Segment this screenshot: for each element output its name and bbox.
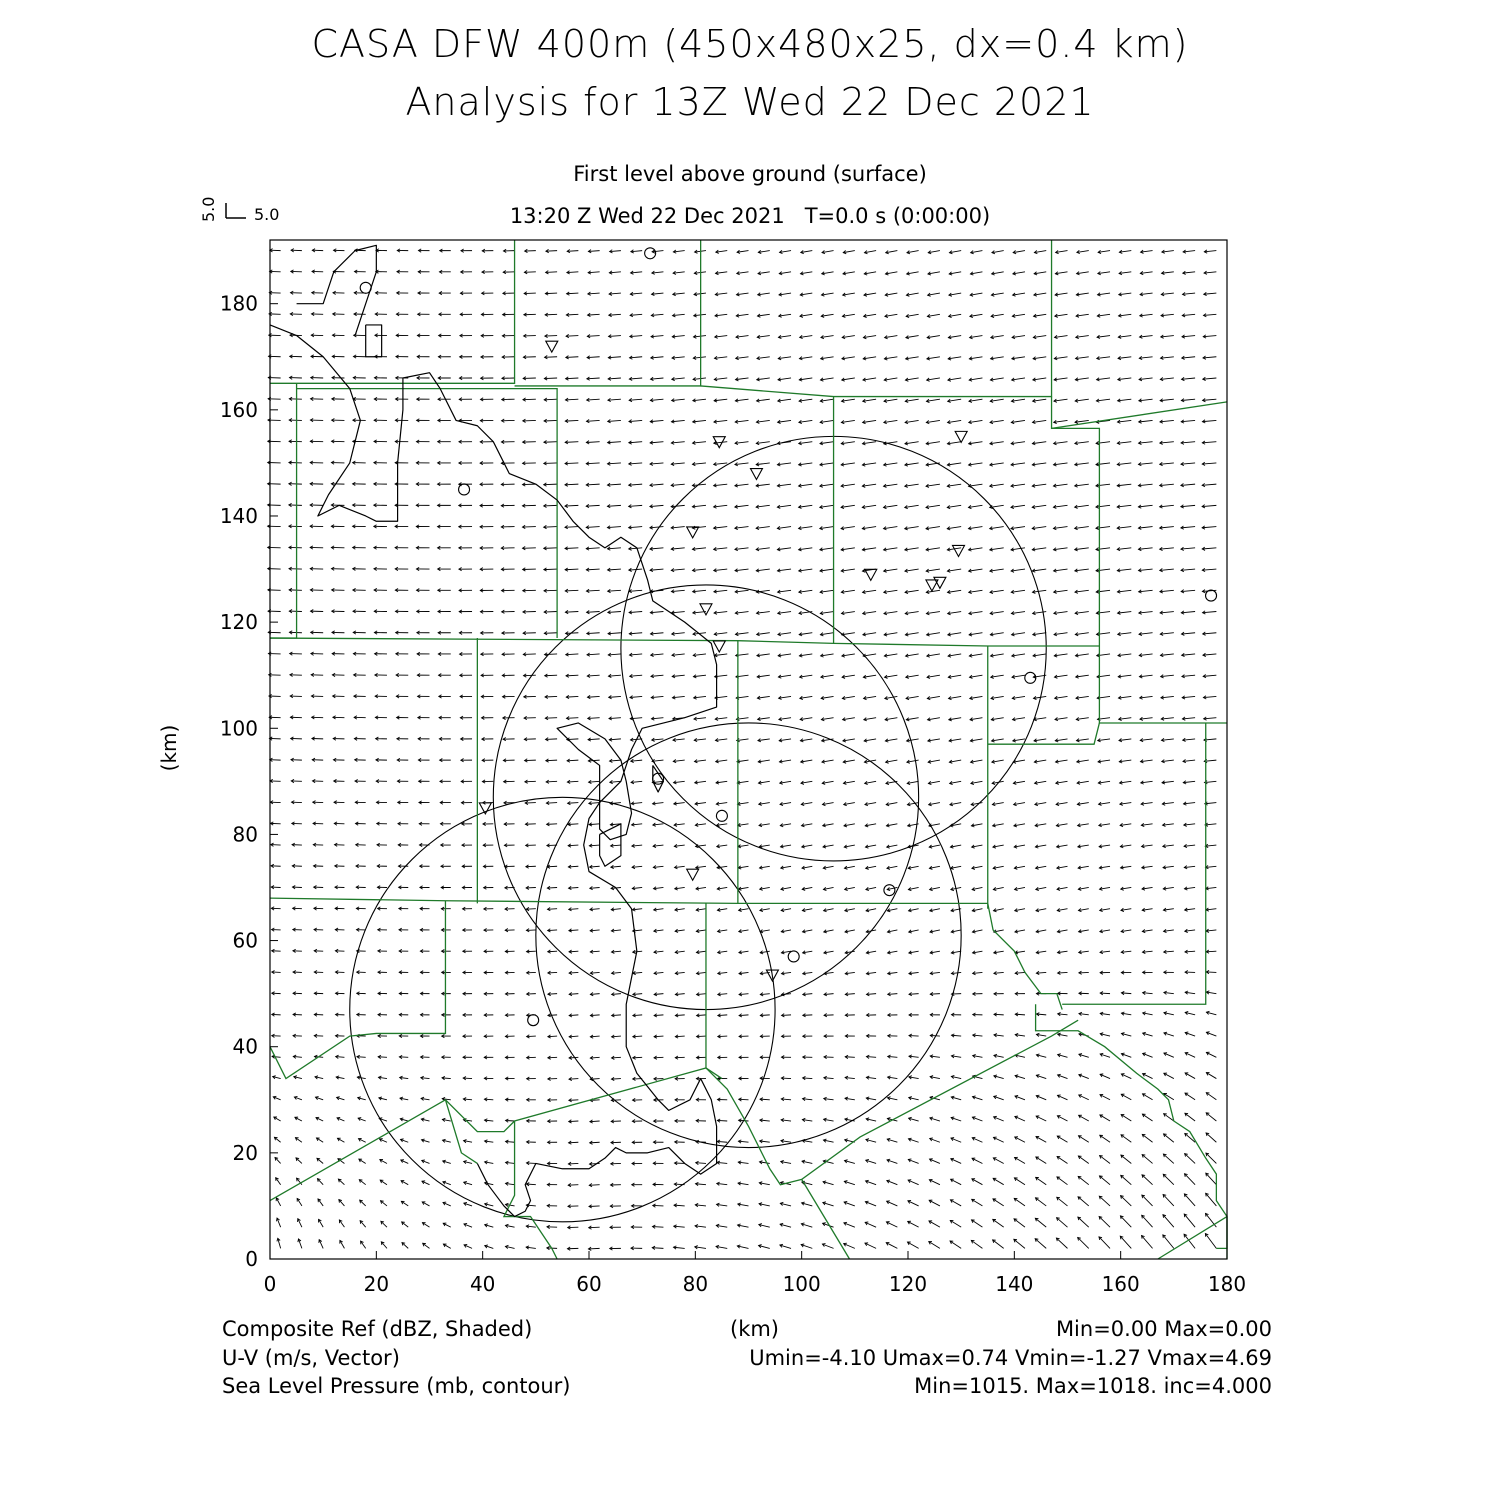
pressure-contour xyxy=(366,325,382,357)
county-line xyxy=(297,389,558,638)
wind-vector xyxy=(545,357,558,358)
wind-vector xyxy=(1206,1133,1216,1142)
county-line xyxy=(1099,646,1227,723)
wind-vector xyxy=(587,357,600,358)
wind-vector xyxy=(1206,1093,1216,1100)
wind-vector xyxy=(545,696,557,697)
wind-vector xyxy=(566,314,578,315)
wind-vector xyxy=(589,1206,600,1207)
x-axis-unit: (km) xyxy=(730,1317,780,1341)
county-line xyxy=(270,638,1099,646)
wind-vector xyxy=(544,548,557,549)
wind-vector xyxy=(1185,1154,1195,1164)
county-line xyxy=(270,1068,722,1201)
wind-vector xyxy=(586,569,599,570)
wind-vector xyxy=(1057,1136,1067,1142)
wind-vector xyxy=(608,633,621,634)
wind-vector xyxy=(565,442,578,443)
wind-vector xyxy=(1142,1236,1153,1249)
station-circle xyxy=(360,282,371,293)
wind-vector xyxy=(546,272,557,273)
wind-vector xyxy=(566,654,579,655)
x-tick-label: 160 xyxy=(1101,1272,1140,1296)
wind-vector xyxy=(972,1179,983,1185)
wind-vector xyxy=(1036,1157,1046,1163)
wind-vector xyxy=(567,781,578,782)
pressure-contours xyxy=(270,245,717,1216)
y-tick-label: 80 xyxy=(232,822,258,847)
pressure-contour xyxy=(270,325,717,1217)
wind-vector xyxy=(907,1242,918,1248)
wind-vector xyxy=(607,505,620,506)
footer-field-pressure: Sea Level Pressure (mb, contour) xyxy=(222,1374,571,1398)
wind-vector xyxy=(607,527,620,528)
wind-vector xyxy=(1163,1235,1174,1248)
wind-vector xyxy=(929,1242,940,1249)
wind-vector xyxy=(1078,1156,1088,1163)
wind-vector xyxy=(586,590,599,591)
wind-vector xyxy=(544,484,557,485)
wind-vector xyxy=(1099,1196,1110,1206)
x-tick-label: 0 xyxy=(263,1272,277,1296)
wind-vector xyxy=(544,612,557,613)
wind-vector xyxy=(565,463,578,464)
valid-time-subtitle: 13:20 Z Wed 22 Dec 2021 T=0.0 s (0:00:00) xyxy=(509,204,991,228)
x-tick-label: 40 xyxy=(469,1272,496,1296)
radar-site-triangle xyxy=(934,577,946,588)
wind-vector xyxy=(587,336,599,337)
station-circle xyxy=(788,951,799,962)
wind-vector xyxy=(993,1199,1004,1206)
wind-vector xyxy=(1036,1137,1046,1143)
wind-vector xyxy=(929,1221,940,1227)
wind-vector xyxy=(1121,1175,1132,1184)
wind-vector xyxy=(565,505,578,506)
vector-key xyxy=(199,197,279,224)
wind-vector xyxy=(1100,1135,1110,1142)
radar-site-triangle xyxy=(713,641,725,652)
wind-vector xyxy=(544,505,557,506)
wind-vector xyxy=(1014,1178,1025,1185)
wind-vector xyxy=(586,548,599,549)
wind-vector xyxy=(545,336,557,337)
wind-vector xyxy=(909,1036,919,1037)
wind-vector xyxy=(544,569,557,570)
wind-vector xyxy=(544,463,557,464)
wind-vector xyxy=(587,612,600,613)
y-tick-label: 140 xyxy=(219,503,258,528)
wind-vector xyxy=(908,1221,919,1227)
wind-vector xyxy=(1057,1218,1068,1227)
station-circle xyxy=(459,484,470,495)
wind-vector xyxy=(1206,1213,1217,1227)
wind-vector xyxy=(1120,1236,1131,1248)
county-line xyxy=(706,1020,1078,1185)
radar-site-triangle xyxy=(865,569,877,580)
wind-vector xyxy=(567,251,578,252)
wind-vector xyxy=(565,569,578,570)
y-tick-label: 120 xyxy=(219,610,258,635)
wind-vector xyxy=(1142,1195,1153,1206)
wind-vector xyxy=(950,1241,961,1248)
wind-vector xyxy=(971,1220,982,1227)
wind-vector xyxy=(1056,1238,1067,1248)
wind-vector xyxy=(1185,1113,1195,1121)
wind-vector xyxy=(1100,1156,1110,1164)
wind-vector xyxy=(586,463,599,464)
wind-vector xyxy=(567,272,579,273)
county-line xyxy=(1158,1217,1227,1259)
wind-vector xyxy=(545,675,557,676)
wind-vector xyxy=(565,612,578,613)
y-tick-label: 160 xyxy=(219,397,258,422)
wind-vector xyxy=(1142,1215,1153,1227)
wind-vector xyxy=(717,1120,727,1121)
wind-vector xyxy=(586,505,599,506)
wind-vector xyxy=(544,442,557,443)
vector-key-u-label: 5.0 xyxy=(254,205,280,224)
wind-vector xyxy=(569,1142,579,1143)
radar-range-circles xyxy=(350,436,1046,1221)
x-tick-label: 100 xyxy=(782,1272,821,1296)
wind-vector xyxy=(547,824,557,825)
wind-vector xyxy=(972,1199,983,1206)
wind-vector xyxy=(1057,1197,1068,1206)
county-line xyxy=(515,240,701,386)
county-boundaries xyxy=(270,240,1227,1259)
footer-stats-pressure: Min=1015. Max=1018. inc=4.000 xyxy=(914,1374,1272,1398)
wind-vector xyxy=(1163,1174,1174,1184)
wind-vector xyxy=(971,1240,982,1248)
wind-vector xyxy=(544,527,557,528)
wind-vector-field xyxy=(268,249,1217,1251)
wind-vector xyxy=(565,484,578,485)
wind-vector xyxy=(588,718,600,719)
wind-vector xyxy=(1035,1198,1046,1206)
wind-vector xyxy=(1142,1175,1153,1185)
radar-site-triangle xyxy=(750,469,762,480)
wind-vector xyxy=(566,357,579,358)
county-line xyxy=(988,723,1100,744)
wind-vector xyxy=(1121,1196,1132,1206)
x-tick-label: 60 xyxy=(576,1272,602,1296)
wind-vector xyxy=(1078,1197,1089,1206)
wind-vector xyxy=(607,484,620,485)
wind-vector xyxy=(608,612,621,613)
radar-site-triangle xyxy=(955,431,967,442)
wind-vector xyxy=(1185,1093,1195,1100)
wind-vector xyxy=(545,654,558,655)
wind-vector xyxy=(1079,1115,1089,1121)
wind-vector xyxy=(608,378,621,379)
wind-vector xyxy=(545,718,557,719)
x-tick-label: 80 xyxy=(682,1272,709,1296)
wind-vector xyxy=(1099,1217,1110,1228)
wind-vector xyxy=(546,781,557,782)
wind-vector xyxy=(993,1240,1004,1249)
axis-ticks xyxy=(220,292,1246,1296)
wind-vector xyxy=(588,1248,599,1249)
wind-vector xyxy=(1164,1134,1174,1142)
wind-vector xyxy=(588,314,600,315)
wind-vector xyxy=(929,1200,940,1206)
county-line xyxy=(270,898,988,903)
wind-vector xyxy=(566,378,579,379)
y-axis-label: (km) xyxy=(157,724,181,772)
wind-vector xyxy=(546,803,557,804)
wind-vector xyxy=(1143,1094,1153,1100)
footer-stats-wind: Umin=-4.10 Umax=0.74 Vmin=-1.27 Vmax=4.69 xyxy=(749,1346,1272,1370)
footer-stats-reflectivity: Min=0.00 Max=0.00 xyxy=(1055,1317,1272,1341)
wind-vector xyxy=(993,1178,1004,1184)
county-line xyxy=(1036,1004,1227,1259)
radar-site-triangle xyxy=(953,545,965,556)
wind-vector xyxy=(1120,1216,1131,1227)
wind-vector xyxy=(586,420,599,421)
x-tick-label: 20 xyxy=(363,1272,390,1296)
wind-vector xyxy=(565,548,578,549)
radar-site-triangle xyxy=(687,869,699,880)
pressure-contour xyxy=(297,245,377,335)
county-line xyxy=(701,240,1052,397)
wind-vector xyxy=(1035,1218,1046,1227)
county-line xyxy=(445,1100,477,1164)
wind-vector xyxy=(1079,1136,1089,1143)
wind-vector xyxy=(950,1200,961,1206)
county-line xyxy=(270,240,515,383)
station-circle xyxy=(645,248,656,259)
radar-site-triangle xyxy=(700,604,712,615)
wind-vector xyxy=(608,463,621,464)
wind-vector xyxy=(1057,1177,1068,1185)
wind-vector xyxy=(608,442,621,443)
plot-frame xyxy=(270,240,1227,1259)
wind-vector xyxy=(1121,1115,1131,1121)
wind-vector xyxy=(1015,1157,1025,1163)
footer-field-wind: U-V (m/s, Vector) xyxy=(222,1346,400,1370)
wind-vector xyxy=(1035,1239,1046,1249)
station-circle xyxy=(1206,590,1217,601)
wind-vector xyxy=(1206,1073,1216,1079)
wind-vector xyxy=(544,590,557,591)
wind-vector xyxy=(567,293,579,294)
y-tick-label: 20 xyxy=(232,1140,258,1165)
station-circle xyxy=(528,1015,539,1026)
wind-vector xyxy=(1206,1173,1217,1184)
wind-vector xyxy=(565,399,578,400)
level-subtitle: First level above ground (surface) xyxy=(573,162,927,186)
vector-key-v-label: 5.0 xyxy=(199,196,218,222)
wind-vector xyxy=(567,760,578,761)
wind-vector xyxy=(993,1158,1003,1164)
wind-vector xyxy=(545,314,557,315)
wind-vector xyxy=(1014,1198,1025,1206)
wind-vector xyxy=(544,378,557,379)
wind-vector xyxy=(586,527,599,528)
station-circle xyxy=(716,810,727,821)
wind-vector xyxy=(1121,1155,1131,1163)
wind-vector xyxy=(1142,1155,1152,1164)
wind-vector xyxy=(608,590,621,591)
footer-field-reflectivity: Composite Ref (dBZ, Shaded) xyxy=(222,1317,533,1341)
wind-vector xyxy=(886,1243,897,1249)
radar-site-triangle xyxy=(546,341,558,352)
wind-vector xyxy=(589,1185,599,1186)
wind-vector xyxy=(587,654,600,655)
wind-vector xyxy=(1078,1237,1089,1248)
wind-vector xyxy=(1206,1113,1216,1121)
wind-vector xyxy=(652,1227,663,1228)
wind-vector xyxy=(1099,1176,1110,1185)
wind-vector xyxy=(587,399,600,400)
wind-vector xyxy=(1184,1214,1195,1227)
wind-vector xyxy=(546,760,557,761)
wind-vector xyxy=(1014,1219,1025,1227)
county-line xyxy=(270,901,445,1079)
wind-vector xyxy=(1142,1134,1152,1142)
analysis-time-title: Analysis for 13Z Wed 22 Dec 2021 xyxy=(405,80,1095,124)
main-title: CASA DFW 400m (450x480x25, dx=0.4 km) xyxy=(311,22,1189,66)
x-tick-label: 140 xyxy=(995,1272,1034,1296)
wind-vector xyxy=(607,548,620,549)
wind-vector xyxy=(565,420,578,421)
wind-vector xyxy=(587,378,600,379)
x-tick-label: 180 xyxy=(1207,1272,1247,1296)
wind-vector xyxy=(993,1219,1004,1227)
wind-vector xyxy=(1206,1193,1217,1206)
wind-vector xyxy=(608,399,621,400)
wind-vector xyxy=(1185,1174,1196,1185)
wind-vector xyxy=(589,1227,600,1228)
wind-vector xyxy=(1100,1115,1110,1121)
county-line xyxy=(270,383,297,638)
wind-vector xyxy=(1099,1237,1110,1249)
wind-vector xyxy=(544,399,557,400)
wind-vector xyxy=(587,696,599,697)
wind-vector xyxy=(546,251,557,252)
wind-vector xyxy=(1184,1194,1195,1206)
wind-vector xyxy=(544,633,557,634)
wind-vector xyxy=(545,293,557,294)
y-tick-label: 100 xyxy=(219,716,258,741)
wind-vector xyxy=(1142,1114,1152,1121)
wind-vector xyxy=(565,590,578,591)
wind-vector xyxy=(1078,1217,1089,1227)
county-line xyxy=(1062,723,1206,1004)
wind-vector xyxy=(546,739,558,740)
wind-vector xyxy=(608,569,621,570)
wind-vector xyxy=(1205,1234,1216,1249)
wind-vector xyxy=(587,633,600,634)
wind-vector xyxy=(1078,1176,1089,1184)
wind-vector xyxy=(567,718,579,719)
wind-vector xyxy=(1163,1215,1174,1227)
wind-vector xyxy=(586,442,599,443)
wind-vector xyxy=(1014,1239,1025,1248)
x-tick-label: 120 xyxy=(888,1272,928,1296)
y-tick-label: 180 xyxy=(219,291,258,316)
wind-vector xyxy=(587,675,599,676)
y-tick-label: 60 xyxy=(232,928,258,953)
wind-vector xyxy=(608,420,621,421)
y-tick-label: 0 xyxy=(245,1247,258,1271)
wind-vector xyxy=(566,675,578,676)
wind-vector xyxy=(566,336,578,337)
wind-vector xyxy=(1163,1194,1174,1205)
y-tick-label: 40 xyxy=(232,1034,258,1059)
wind-vector xyxy=(994,1014,1004,1015)
wind-vector xyxy=(1121,1135,1131,1142)
wind-vector xyxy=(1057,1157,1067,1164)
wind-vector xyxy=(1163,1154,1173,1163)
wind-vector xyxy=(566,696,578,697)
wind-vector xyxy=(586,484,599,485)
wind-vector xyxy=(950,1220,961,1227)
wind-vector xyxy=(652,1248,663,1249)
wind-vector xyxy=(565,527,578,528)
wind-vector xyxy=(1036,1177,1047,1184)
wind-vector xyxy=(544,420,557,421)
